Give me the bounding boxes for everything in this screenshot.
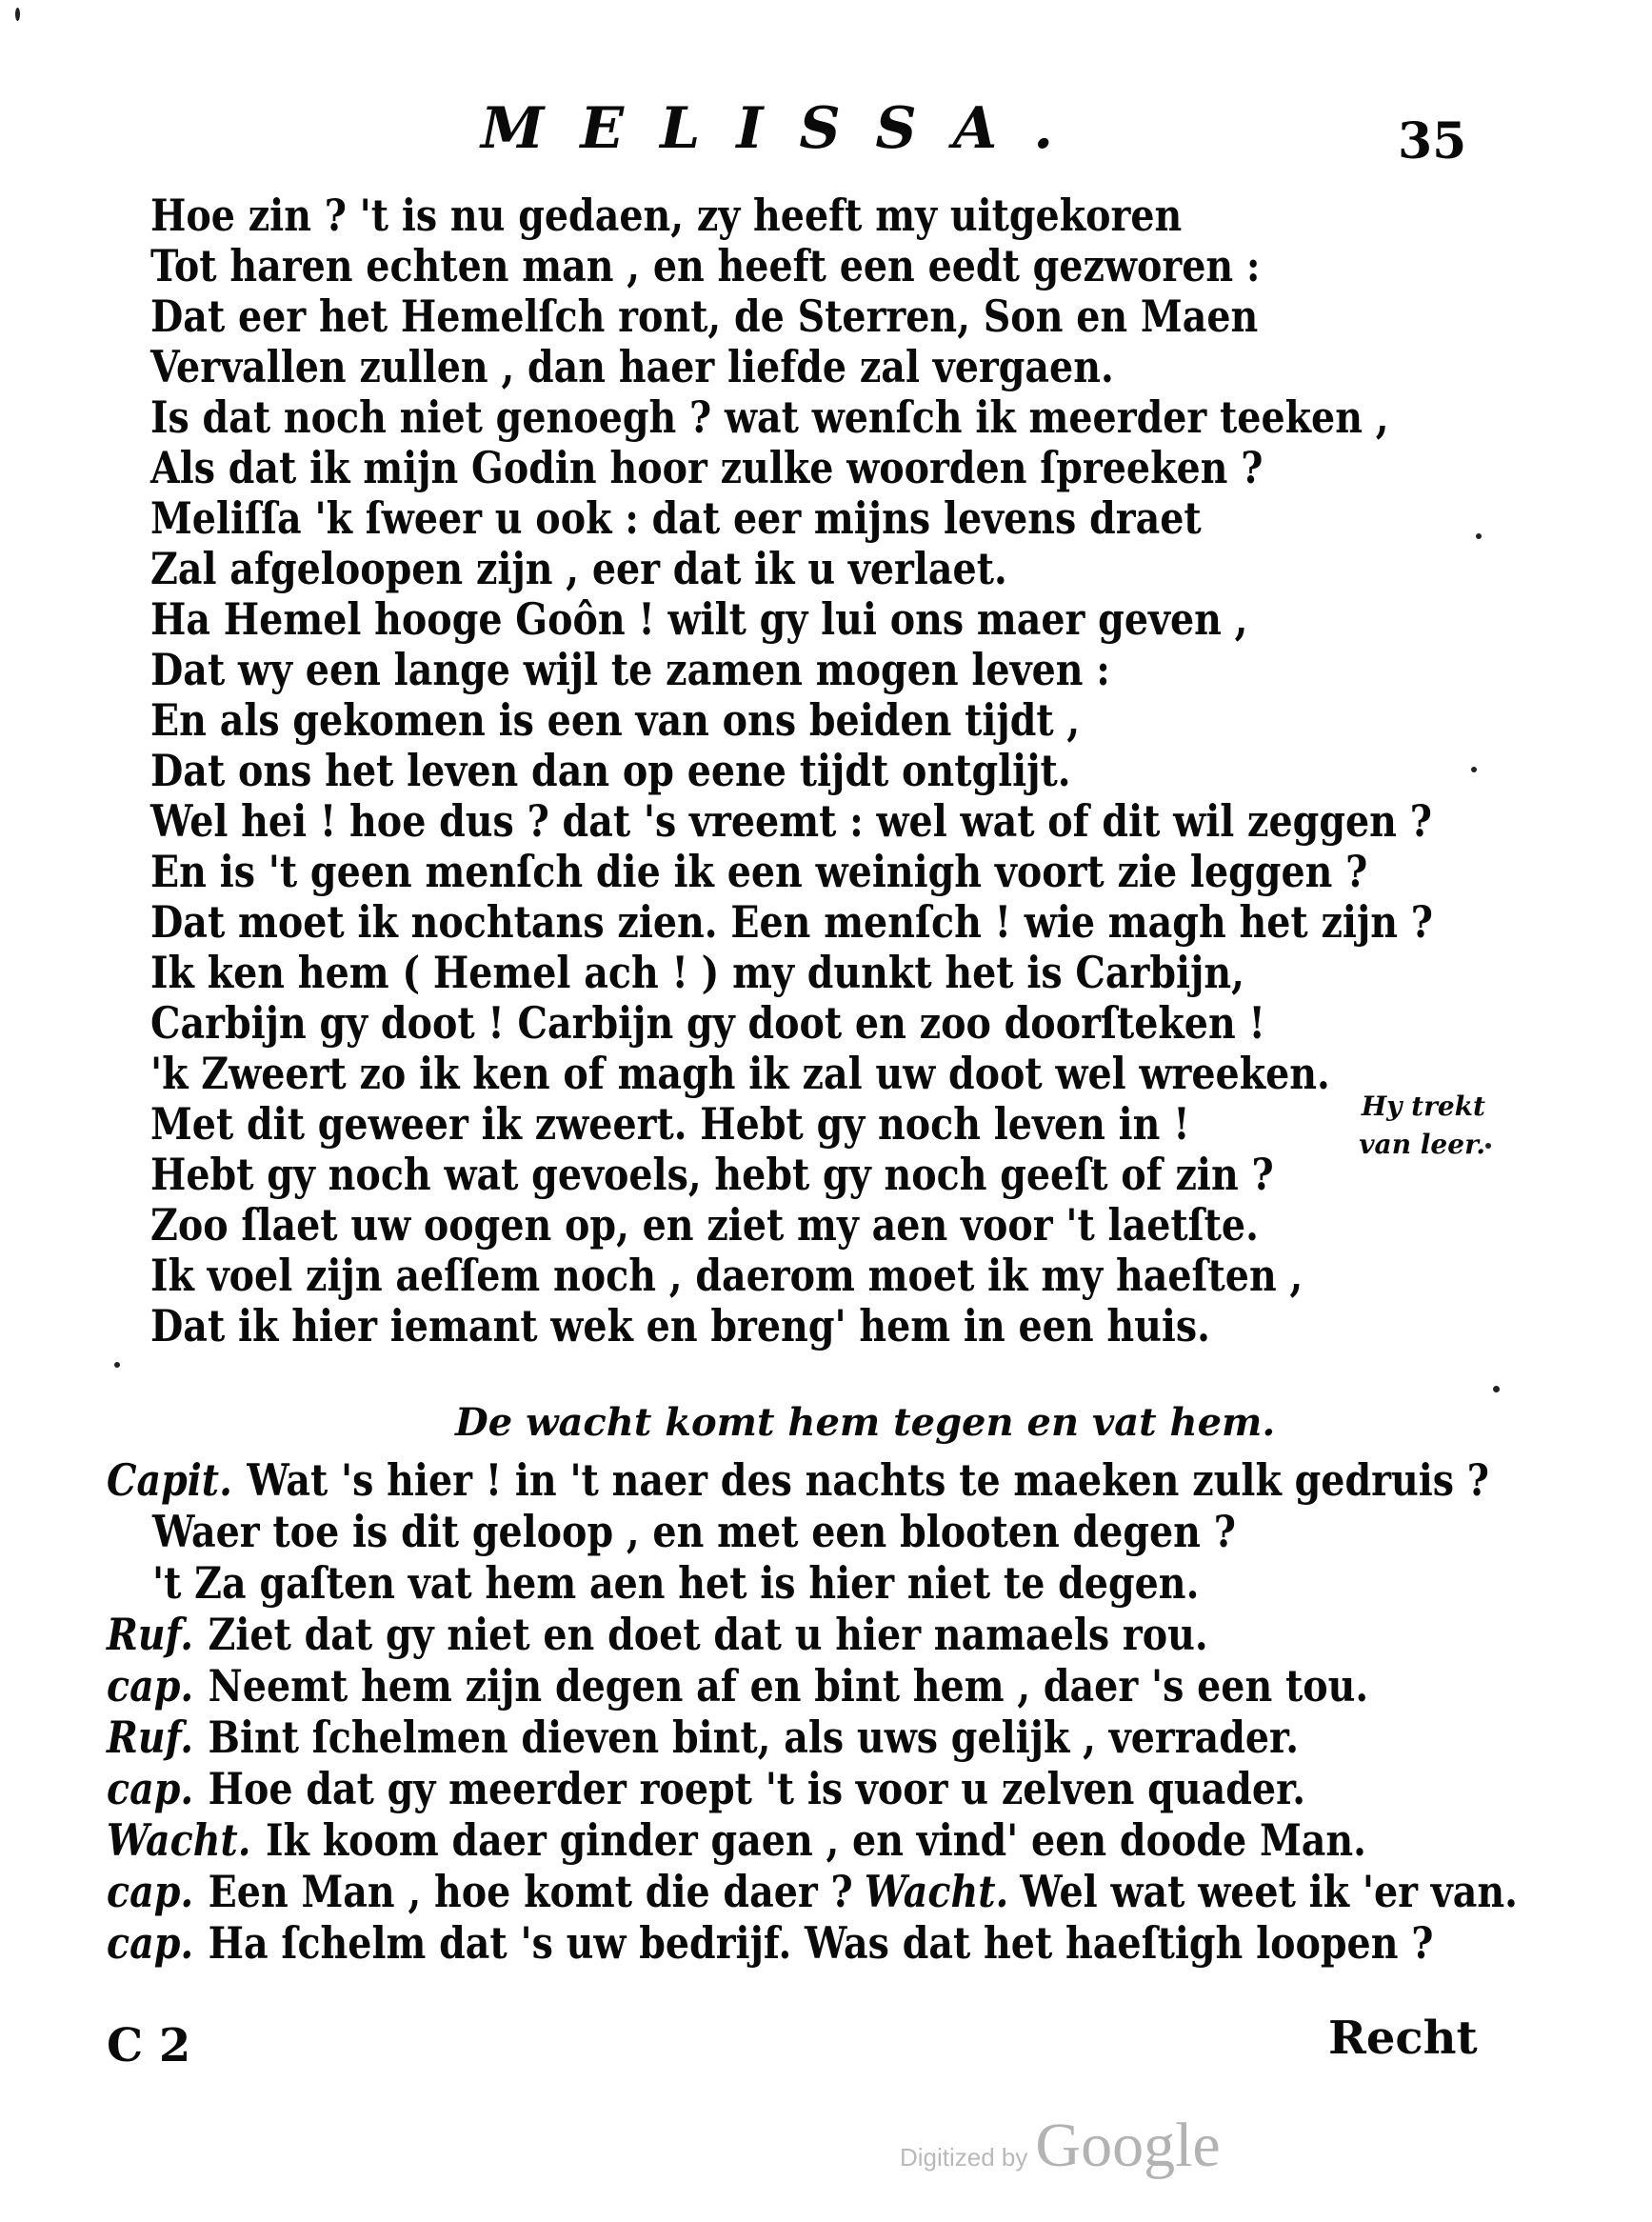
dialogue-line: [107, 1918, 1433, 1968]
print-speck: [15, 8, 20, 21]
speech-text: Hoe dat gy meerder roept 't is voor u zelven quader.: [208, 1763, 1306, 1814]
print-speck: [1476, 533, 1482, 539]
speaker-label: cap.: [107, 1917, 194, 1969]
verse-line: Carbijn gy doot ! Carbijn gy doot en zoo doorſteken !: [150, 997, 1265, 1049]
print-speck: [1493, 1386, 1500, 1392]
speech-text: Bint ſchelmen dieven bint, als uws gelijk , verrader.: [208, 1712, 1300, 1763]
digitized-watermark: [900, 2110, 1221, 2182]
verse-line: Dat eer het Hemelſch ront, de Sterren, Son en Maen: [150, 290, 1259, 342]
speaker-label: Wacht.: [864, 1866, 1009, 1917]
verse-line: 'k Zweert zo ik ken of magh ik zal uw doot wel wreeken.: [150, 1048, 1330, 1099]
dialogue-line: [107, 1455, 1489, 1505]
speech-text: Wat 's hier ! in 't naer des nachts te maeken zulk gedruis ?: [247, 1454, 1490, 1506]
verse-line: Is dat noch niet genoegh ? wat wenſch ik meerder teeken ,: [150, 391, 1389, 443]
verse-line: Hoe zin ? 't is nu gedaen, zy heeft my uitgekoren: [150, 190, 1183, 241]
verse-line: Hebt gy noch wat gevoels, hebt gy noch geeſt of zin ?: [150, 1149, 1274, 1200]
dialogue-line: [107, 1867, 1518, 1916]
print-speck: [1471, 767, 1477, 772]
verse-line: Tot haren echten man , en heeft een eedt gezworen :: [150, 240, 1261, 291]
verse-line: Met dit geweer ik zweert. Hebt gy noch leven in !: [150, 1098, 1190, 1150]
speech-text: Neemt hem zijn degen af en bint hem , daer 's een tou.: [208, 1660, 1369, 1712]
verse-line: Zoo ſlaet uw oogen op, en ziet my aen voor 't laetſte.: [150, 1199, 1259, 1251]
verse-line: Zal afgeloopen zijn , eer dat ik u verlaet.: [150, 543, 1007, 594]
speaker-label: cap.: [107, 1763, 194, 1814]
speaker-label: cap.: [107, 1866, 194, 1917]
verse-line: Ik ken hem ( Hemel ach ! ) my dunkt het is Carbijn,: [150, 947, 1244, 998]
verse-line: Dat moet ik nochtans zien. Een menſch ! wie magh het zijn ?: [150, 896, 1433, 948]
verse-line: En als gekomen is een van ons beiden tijdt ,: [150, 694, 1081, 746]
verse-line: Ha Hemel hooge Goôn ! wilt gy lui ons maer geven ,: [150, 593, 1248, 645]
print-speck: [114, 1362, 120, 1368]
dialogue-line: [152, 1558, 1199, 1608]
verse-line: En is 't geen menſch die ik een weinigh voort zie leggen ?: [150, 846, 1368, 897]
speaker-label: Ruf.: [107, 1609, 194, 1660]
page-number: 35: [1398, 112, 1467, 170]
speaker-label: Capit.: [107, 1454, 232, 1506]
watermark-caption: Digitized by: [900, 2143, 1028, 2172]
speech-text: Waer toe is dit geloop , en met een blooten degen ?: [152, 1506, 1236, 1557]
speech-text: Ha ſchelm dat 's uw bedrijf. Was dat het haeſtigh loopen ?: [208, 1917, 1434, 1969]
catchword: Recht: [1328, 2012, 1478, 2065]
verse-line: Dat wy een lange wijl te zamen mogen leven :: [150, 644, 1110, 695]
speaker-label: Ruf.: [107, 1712, 194, 1763]
margin-stage-note: Hy trekt van leer.: [1359, 1091, 1485, 1160]
dialogue-line: [152, 1507, 1236, 1556]
verse-line: Vervallen zullen , dan haer liefde zal vergaen.: [150, 341, 1114, 392]
verse-line: Dat ik hier iemant wek en breng' hem in een huis.: [150, 1300, 1210, 1351]
speech-text: Ziet dat gy niet en doet dat u hier namaels rou.: [208, 1609, 1208, 1660]
verse-line: Ik voel zijn aeſſem noch , daerom moet ik my haeſten ,: [150, 1250, 1304, 1301]
verse-line: Dat ons het leven dan op eene tijdt ontglijt.: [150, 745, 1071, 796]
speaker-label: Wacht.: [107, 1814, 251, 1866]
dialogue-line: [107, 1610, 1208, 1659]
print-speck: [1485, 1143, 1491, 1149]
verse-line: Als dat ik mijn Godin hoor zulke woorden ſpreeken ?: [150, 442, 1264, 493]
dialogue-line: [107, 1815, 1366, 1865]
verse-line: Wel hei ! hoe dus ? dat 's vreemt : wel wat of dit wil zeggen ?: [150, 795, 1432, 847]
stage-direction: De wacht komt hem tegen en vat hem.: [455, 1400, 1276, 1445]
speech-text: 't Za gaſten vat hem aen het is hier niet te degen.: [152, 1557, 1200, 1609]
speech-text: Ik koom daer ginder gaen , en vind' een doode Man.: [266, 1814, 1366, 1866]
dialogue-line: [107, 1764, 1305, 1813]
verse-line: Meliſſa 'k ſweer u ook : dat eer mijns levens draet: [150, 492, 1202, 544]
google-logo: Google: [1035, 2111, 1221, 2180]
running-head-title: MELISSA.: [481, 95, 1090, 162]
speaker-label: cap.: [107, 1660, 194, 1712]
dialogue-line: [107, 1712, 1299, 1762]
signature-mark: C 2: [107, 2019, 191, 2072]
dialogue-line: [107, 1661, 1368, 1711]
speech-text: Een Man , hoe komt die daer ?: [208, 1866, 853, 1917]
speech-text: Wel wat weet ik 'er van.: [1020, 1866, 1518, 1917]
